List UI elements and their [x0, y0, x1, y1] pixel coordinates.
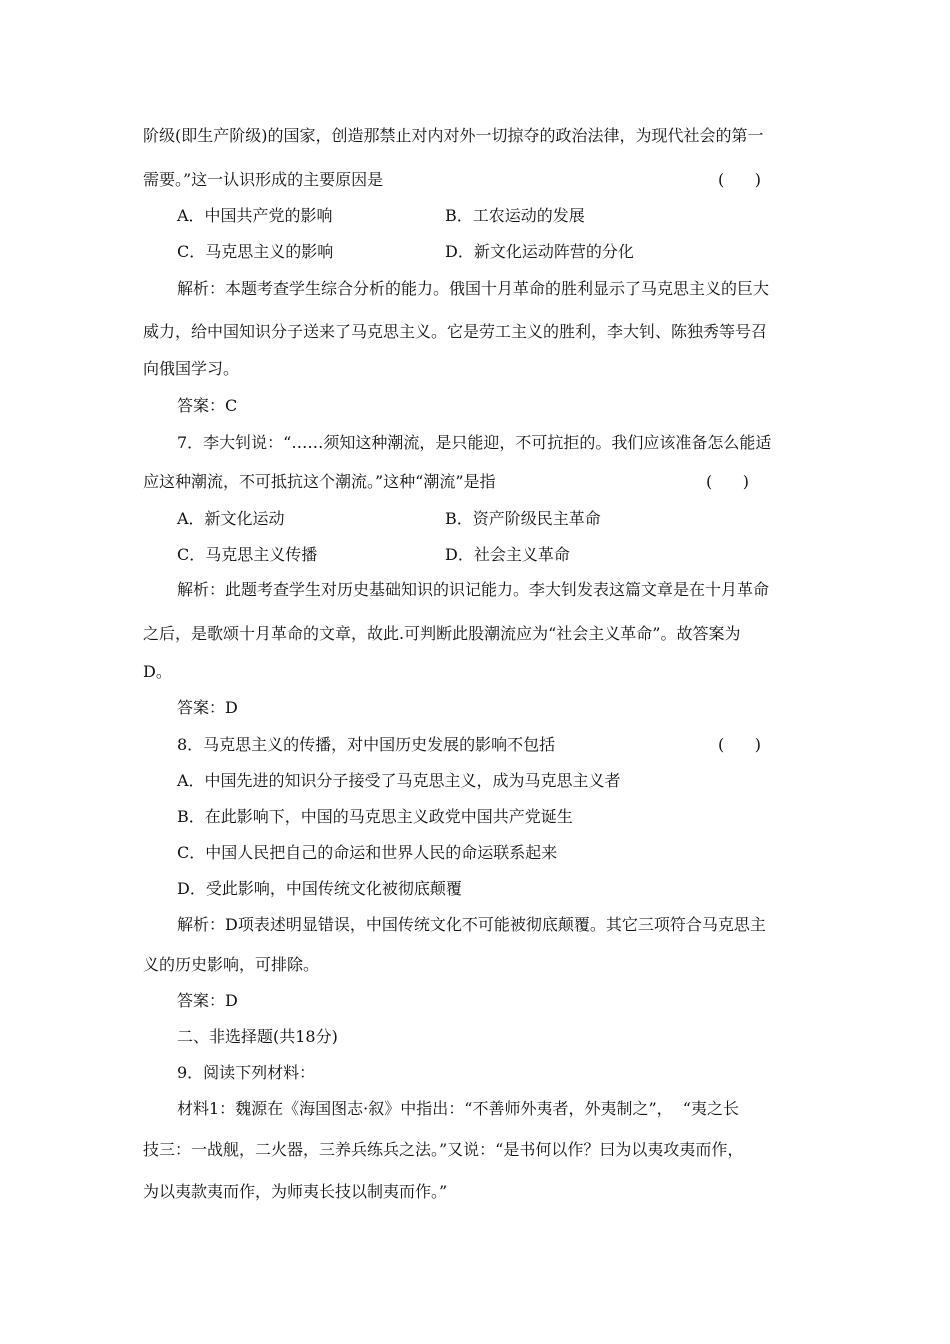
q8-answer-blank: ( ) — [718, 735, 761, 754]
q7-option-d: D．社会主义革命 — [445, 545, 570, 564]
q6-option-c: C．马克思主义的影响 — [177, 242, 334, 261]
q9-material1-line-1: 材料1：魏源在《海国图志·叙》中指出：“不善师外夷者，外夷制之”， “夷之长 — [177, 1099, 739, 1118]
q8-analysis-line-1: 解析：D项表述明显错误，中国传统文化不可能被彻底颠覆。其它三项符合马克思主 — [177, 915, 766, 934]
q6-analysis-line-1: 解析：本题考查学生综合分析的能力。俄国十月革命的胜利显示了马克思主义的巨大 — [177, 279, 770, 298]
q6-stem-line-1: 阶级(即生产阶级)的国家，创造那禁止对内对外一切掠夺的政治法律，为现代社会的第一 — [143, 126, 764, 145]
q6-stem-line-2: 需要。”这一认识形成的主要原因是 — [143, 170, 384, 189]
q7-answer: 答案：D — [177, 698, 238, 717]
q7-answer-blank: ( ) — [706, 472, 749, 491]
q6-analysis-line-2: 威力，给中国知识分子送来了马克思主义。它是劳工主义的胜利，李大钊、陈独秀等号召 — [143, 322, 768, 341]
q8-option-c: C．中国人民把自己的命运和世界人民的命运联系起来 — [177, 843, 558, 862]
q8-option-d: D．受此影响，中国传统文化被彻底颠覆 — [177, 879, 462, 898]
q8-answer: 答案：D — [177, 991, 238, 1010]
q6-option-a: A．中国共产党的影响 — [177, 206, 333, 225]
q9-stem: 9．阅读下列材料： — [177, 1063, 316, 1082]
q6-option-d: D．新文化运动阵营的分化 — [445, 242, 634, 261]
q7-stem-line-2: 应这种潮流，不可抵抗这个潮流。”这种“潮流”是指 — [143, 472, 496, 491]
q6-analysis-line-3: 向俄国学习。 — [143, 359, 240, 378]
section-heading: 二、非选择题(共18分) — [177, 1027, 338, 1046]
q6-answer-blank: ( ) — [718, 170, 761, 189]
q7-stem-line-1: 7．李大钊说：“……须知这种潮流，是只能迎，不可抗拒的。我们应该准备怎么能适 — [177, 433, 772, 452]
q8-option-b: B．在此影响下，中国的马克思主义政党中国共产党诞生 — [177, 807, 573, 826]
q8-option-a: A．中国先进的知识分子接受了马克思主义，成为马克思主义者 — [177, 771, 621, 790]
q7-option-a: A．新文化运动 — [177, 509, 285, 528]
q8-analysis-line-2: 义的历史影响，可排除。 — [143, 955, 320, 974]
q9-material1-line-2: 技三：一战舰，二火器，三养兵练兵之法。”又说：“是书何以作？曰为以夷攻夷而作， — [143, 1140, 744, 1159]
q6-option-b: B．工农运动的发展 — [445, 206, 585, 225]
q7-analysis-line-2: 之后，是歌颂十月革命的文章，故此.可判断此股潮流应为“社会主义革命”。故答案为 — [143, 624, 741, 643]
q8-stem: 8．马克思主义的传播，对中国历史发展的影响不包括 — [177, 735, 556, 754]
q7-option-c: C．马克思主义传播 — [177, 545, 318, 564]
q6-answer: 答案：C — [177, 396, 238, 415]
q9-material1-line-3: 为以夷款夷而作，为师夷长技以制夷而作。” — [143, 1182, 448, 1201]
q7-option-b: B．资产阶级民主革命 — [445, 509, 601, 528]
q7-analysis-line-1: 解析：此题考查学生对历史基础知识的识记能力。李大钊发表这篇文章是在十月革命 — [177, 580, 770, 599]
q7-analysis-line-3: D。 — [143, 662, 172, 681]
